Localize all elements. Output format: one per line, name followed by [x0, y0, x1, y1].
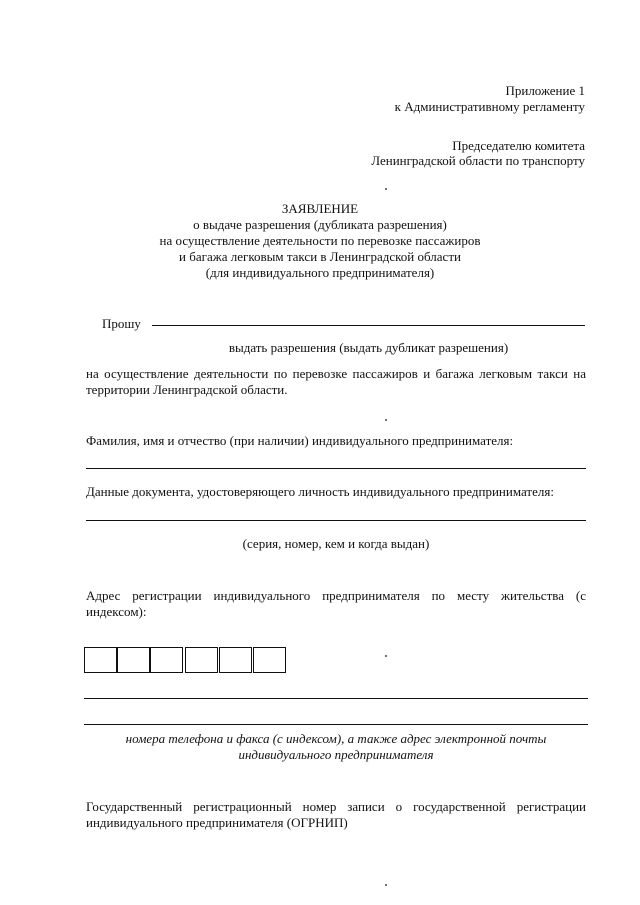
- appendix-reference: к Административному регламенту: [394, 99, 585, 114]
- postal-index-cell[interactable]: [150, 647, 183, 673]
- doc-hint: (серия, номер, кем и когда выдан): [242, 536, 430, 551]
- title-line4: (для индивидуального предпринимателя): [205, 265, 435, 280]
- fio-label: Фамилия, имя и отчество (при наличии) индивидуального предпринимателя:: [86, 433, 514, 448]
- address-label-line2: индексом):: [86, 604, 147, 619]
- title-line3: и багажа легковым такси в Ленинградской области: [179, 249, 461, 264]
- postal-index-cell[interactable]: [185, 647, 218, 673]
- addressee-line2: Ленинградской области по транспорту: [371, 153, 585, 168]
- request-input-line[interactable]: [152, 325, 585, 326]
- ogrnip-label-line2: индивидуального предпринимателя (ОГРНИП): [86, 815, 348, 830]
- title-line2: на осуществление деятельности по перевозке пассажиров: [159, 233, 481, 248]
- fio-input-line[interactable]: [86, 468, 586, 469]
- doc-input-line[interactable]: [86, 520, 586, 521]
- contacts-hint-line2: индивидуального предпринимателя: [238, 747, 434, 762]
- postal-index-cell[interactable]: [253, 647, 286, 673]
- contacts-input-line[interactable]: [84, 724, 588, 725]
- request-text-line1: на осуществление деятельности по перевозке пассажиров и багажа легковым такси на: [86, 366, 586, 381]
- contacts-hint-line1: номера телефона и факса (с индексом), а также адрес электронной почты: [125, 731, 547, 746]
- request-hint: выдать разрешения (выдать дубликат разрешения): [228, 340, 509, 355]
- postal-index-cell[interactable]: [219, 647, 252, 673]
- document-title: ЗАЯВЛЕНИЕ: [281, 201, 359, 216]
- postal-index-boxes: [84, 647, 289, 675]
- title-line1: о выдаче разрешения (дубликата разрешения): [193, 217, 447, 232]
- address-label-line1: Адрес регистрации индивидуального предпринимателя по месту жительства (с: [86, 588, 586, 603]
- postal-index-cell[interactable]: [84, 647, 117, 673]
- appendix-number: Приложение 1: [505, 83, 585, 98]
- scan-speck: [385, 655, 387, 657]
- postal-index-cell[interactable]: [117, 647, 150, 673]
- scan-speck: [385, 884, 387, 886]
- ogrnip-label-line1: Государственный регистрационный номер записи о государственной регистрации: [86, 799, 586, 814]
- doc-label: Данные документа, удостоверяющего личность индивидуального предпринимателя:: [86, 484, 554, 499]
- address-input-line[interactable]: [84, 698, 588, 699]
- addressee-line1: Председателю комитета: [452, 138, 585, 153]
- request-label: Прошу: [102, 316, 141, 331]
- scan-speck: [385, 419, 387, 421]
- request-text-line2: территории Ленинградской области.: [86, 382, 288, 397]
- scan-speck: [385, 188, 387, 190]
